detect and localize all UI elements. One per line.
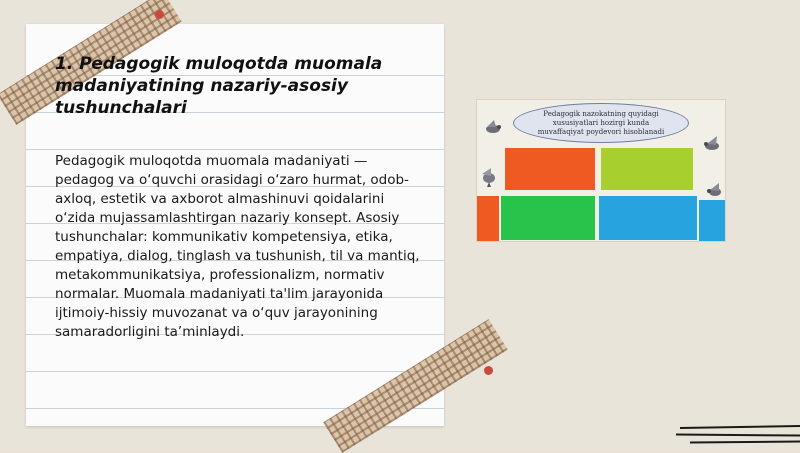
infographic-side-strip <box>699 200 725 241</box>
bird-icon <box>483 118 503 138</box>
bird-icon <box>705 180 725 200</box>
bird-icon <box>701 134 723 156</box>
bird-icon <box>479 166 499 188</box>
tape-pin-bottom <box>484 366 493 375</box>
infographic-box-orange <box>505 148 595 190</box>
slide-body-text: Pedagogik muloqotda muomala madaniyati — pedagog va o‘quvchi orasidagi o‘zaro hurmat, odob-axloq, estetik va axborot almashinuvi qoidalarini o‘zida mujassamlashtirgan nazariy konsept. Asosiy tushunchalar: kommunikativ kompetensiya, etika, empatiya, dialog, tinglash va tushunish, til va mantiq, metakommunikatsiya, professionalizm, normativ normalar. Muomala madaniyati ta'lim jarayonida ijtimoiy-hissiy muvozanat va o‘quv jarayonining samaradorligini ta’minlaydi. <box>55 153 420 340</box>
infographic-image <box>476 99 726 242</box>
decorative-line <box>680 425 800 429</box>
infographic-side-strip <box>477 204 499 241</box>
decorative-line <box>676 433 800 436</box>
infographic-box-green <box>501 196 595 240</box>
slide-title: 1. Pedagogik muloqotda muomala madaniyatining nazariy-asosiy tushunchalari <box>55 54 383 118</box>
tape-pin-top <box>155 10 164 19</box>
infographic-bubble: Pedagogik nazokatning quyidagi xususiyatlari hozirgi kunda muvaffaqiyat poydevori hisoblanadi <box>513 103 689 143</box>
infographic-box-lime <box>601 148 693 190</box>
decorative-line <box>690 441 800 444</box>
infographic-box-blue <box>599 196 697 240</box>
